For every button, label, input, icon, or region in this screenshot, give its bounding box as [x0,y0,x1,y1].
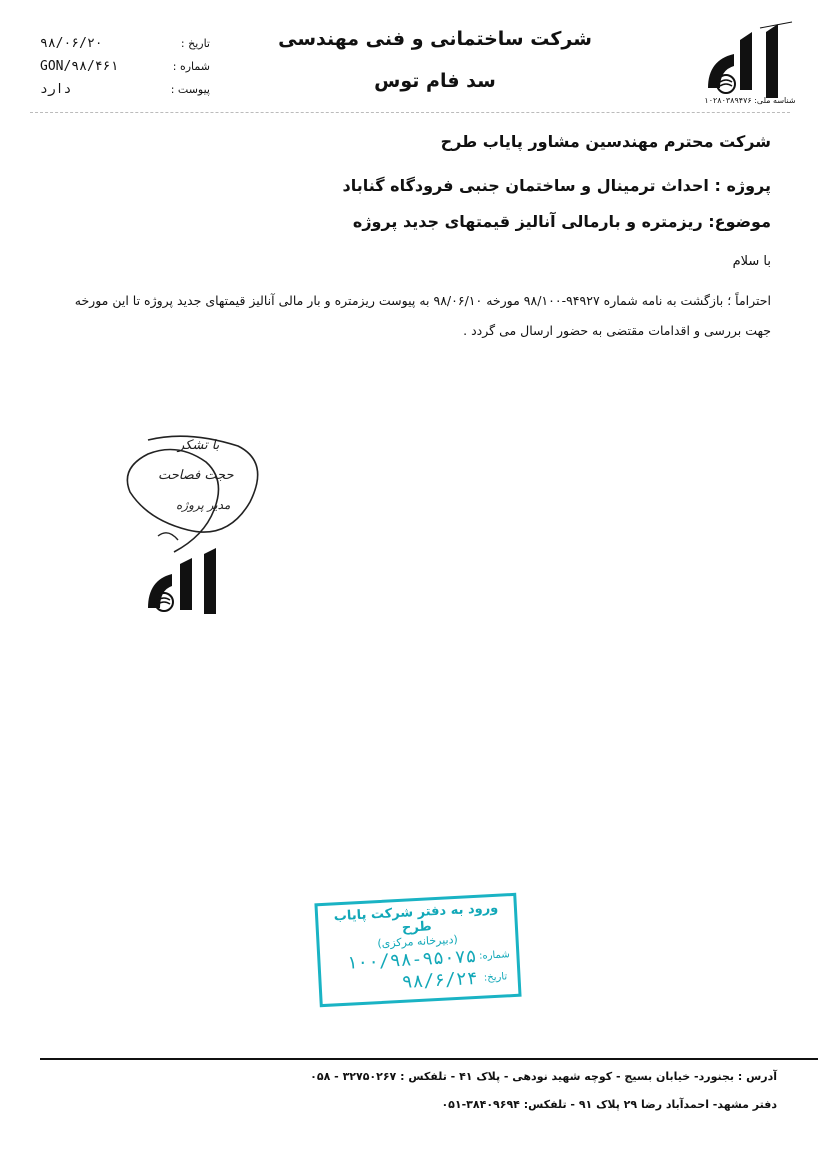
greeting: با سلام [732,254,771,269]
letter-meta [40,32,210,101]
attachment-row [40,78,210,101]
signature-thanks: با تشکر [178,438,220,453]
logo-registration: شناسه ملی: ۱۰۲۸۰۳۸۹۴۷۶ [704,96,796,105]
recipient-line: شرکت محترم مهندسین مشاور پایاب طرح [440,132,771,151]
signature-name: حجت فصاحت [158,468,234,483]
stamp-title: ورود به دفتر شرکت پایاب طرح [333,900,499,936]
footer-address: آدرس : بجنورد- خیابان بسیج - کوچه شهید نودهی - پلاک ۴۱ - تلفکس : ۳۲۷۵۰۲۶۷ - ۰۵۸ [310,1070,777,1083]
stamp-date-label: تاریخ: [483,970,508,984]
header-divider [30,112,790,113]
subject-line: موضوع: ریزمتره و بارمالی آنالیز قیمتهای جدید پروژه [352,212,771,231]
date-row [40,32,210,55]
attachment-label: پیوست : [170,83,210,96]
attachment-value: دارد [40,82,72,97]
company-name-line1: شرکت ساختمانی و فنی مهندسی [278,28,592,50]
stamp-number-label: شماره: [478,948,510,962]
company-name [270,28,600,92]
stamp-subtitle: (دبیرخانه مرکزی) [377,932,459,951]
footer-divider [40,1058,818,1060]
letter-body-paragraph: احتراماً ؛ بازگشت به نامه شماره ۹۴۹۲۷-۹۸/۱۰۰ مورخه ۹۸/۰۶/۱۰ به پیوست ریزمتره و بار مالی آنالیز قیمتهای جدید پروژه تا این مورخه جهت بررسی و اقدامات مقتضی به حضور ارسال می گردد . [74,293,771,338]
number-row [40,55,210,78]
number-value: GON/۹۸/۴۶۱ [40,59,119,74]
company-seal-icon [140,540,240,630]
date-label: تاریخ : [180,37,210,50]
signature-title: مدیر پروژه [176,498,231,512]
date-value: ۹۸/۰۶/۲۰ [40,36,103,51]
project-line: پروژه : احداث ترمینال و ساختمان جنبی فرودگاه گناباد [342,176,771,195]
stamp-number-value: ۱۰۰/۹۸-۹۵۰۷۵ [345,945,477,974]
received-stamp [314,893,521,1007]
number-label: شماره : [172,60,210,73]
company-name-line2: سد فام توس [374,70,496,92]
stamp-date-value: ۹۸/۶/۲۴ [401,967,479,993]
footer-office: دفتر مشهد- احمدآباد رضا ۲۹ پلاک ۹۱ - تلفکس: ۳۸۴۰۹۶۹۴-۰۵۱ [441,1098,777,1111]
